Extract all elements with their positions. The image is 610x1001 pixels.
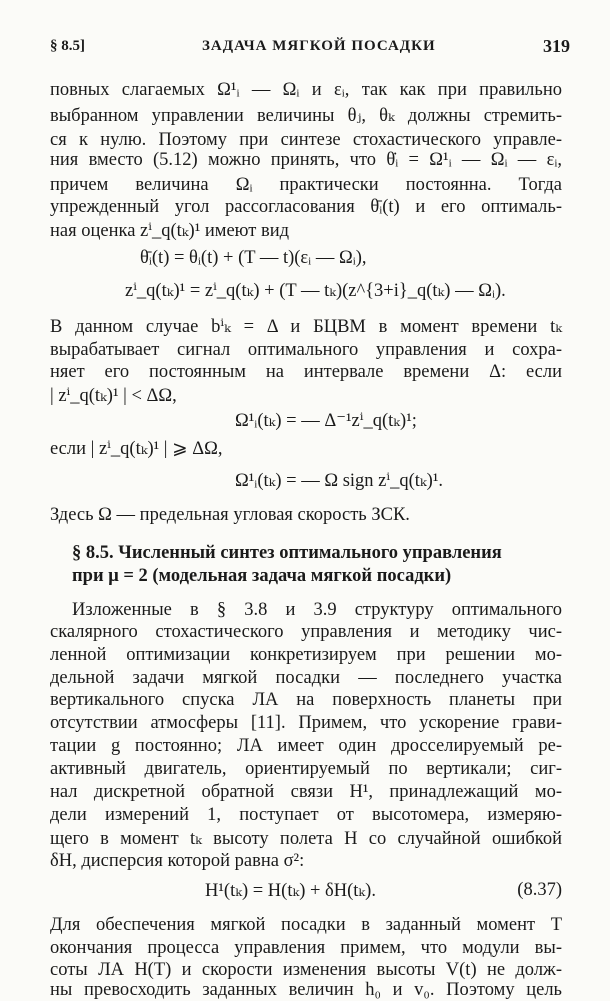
- text-line: ны превосходить заданных величин h₀ и v₀. Поэтому цель: [50, 980, 562, 1000]
- numbered-equation: [205, 880, 562, 902]
- running-header: [50, 38, 570, 62]
- text-line: ния вместо (5.12) можно принять, что θ̇ᵢ = Ω¹ᵢ — Ωᵢ — εᵢ,: [50, 150, 562, 170]
- text-line: Здесь Ω — предельная угловая скорость ЗСК.: [50, 505, 410, 525]
- text-line: выбранном управлении величины θⱼ, θₖ должны стремить-: [50, 106, 562, 126]
- text-line: няет его постоянным на интервале времени Δ: если: [50, 362, 562, 382]
- text-line: щего в момент tₖ высоту полета H со случайной ошибкой: [50, 829, 562, 849]
- text-line: тации g постоянно; ЛА имеет один дросселируемый ре-: [50, 736, 562, 756]
- text-line: скалярного стохастического управления и методику чис-: [50, 622, 562, 642]
- page-number: 319: [543, 36, 570, 56]
- text-line: активный двигатель, ориентируемый по вертикали; сиг-: [50, 759, 562, 779]
- text-line: упрежденный угол рассогласования θ̄ᵢ(t) и его оптималь-: [50, 197, 562, 217]
- text-line: нал дискретной обратной связи H¹, принадлежащий мо-: [50, 782, 562, 802]
- equation-line: Ω¹ᵢ(tₖ) = — Δ⁻¹zⁱ_q(tₖ)¹;: [235, 411, 417, 431]
- equation-number: (8.37): [517, 880, 562, 900]
- section-heading: § 8.5. Численный синтез оптимального управления: [72, 543, 502, 563]
- equation-body: H¹(tₖ) = H(tₖ) + δH(tₖ).: [205, 881, 376, 901]
- equation-line: θ̄ᵢ(t) = θᵢ(t) + (T — t)(εᵢ — Ωᵢ),: [140, 248, 367, 268]
- text-line: Изложенные в § 3.8 и 3.9 структуру оптимального: [72, 600, 562, 620]
- text-line: Для обеспечения мягкой посадки в заданный момент T: [50, 915, 562, 935]
- text-line: окончания процесса управления примем, что модули вы-: [50, 938, 562, 958]
- text-line: ная оценка zⁱ_q(tₖ)¹ имеют вид: [50, 221, 290, 241]
- equation-line: Ω¹ᵢ(tₖ) = — Ω sign zⁱ_q(tₖ)¹.: [235, 471, 443, 491]
- section-heading: при μ = 2 (модельная задача мягкой посадки): [72, 566, 452, 586]
- text-line: δH, дисперсия которой равна σ²:: [50, 851, 305, 871]
- equation-line: zⁱ_q(tₖ)¹ = zⁱ_q(tₖ) + (T — tₖ)(z^{3+i}_q(tₖ) — Ωᵢ).: [125, 281, 506, 301]
- text-line: отсутствии атмосферы [11]. Примем, что ускорение грави-: [50, 713, 562, 733]
- text-line: вырабатывает сигнал оптимального управления и сохра-: [50, 340, 562, 360]
- text-line: вертикального спуска ЛА на поверхность планеты при: [50, 690, 562, 710]
- header-title: ЗАДАЧА МЯГКОЙ ПОСАДКИ: [202, 38, 436, 54]
- header-section: § 8.5]: [50, 38, 85, 54]
- text-line: ленной оптимизации конкретизируем при решении мо-: [50, 645, 562, 665]
- text-line: если | zⁱ_q(tₖ)¹ | ⩾ ΔΩ,: [50, 439, 223, 459]
- text-line: ся к нулю. Поэтому при синтезе стохастического управле-: [50, 130, 562, 150]
- text-line: причем величина Ωᵢ практически постоянна. Тогда: [50, 175, 562, 195]
- text-line: повных слагаемых Ω¹ᵢ — Ωᵢ и εᵢ, так как при правильно: [50, 80, 562, 100]
- text-line: дели измерений 1, поступает от высотомера, измеряю-: [50, 805, 562, 825]
- text-line: соты ЛА H(T) и скорости изменения высоты V(t) не долж-: [50, 960, 562, 980]
- text-line: дельной задачи мягкой посадки — последнего участка: [50, 668, 562, 688]
- text-line: | zⁱ_q(tₖ)¹ | < ΔΩ,: [50, 386, 177, 406]
- text-line: В данном случае bⁱₖ = Δ и БЦВМ в момент времени tₖ: [50, 317, 562, 337]
